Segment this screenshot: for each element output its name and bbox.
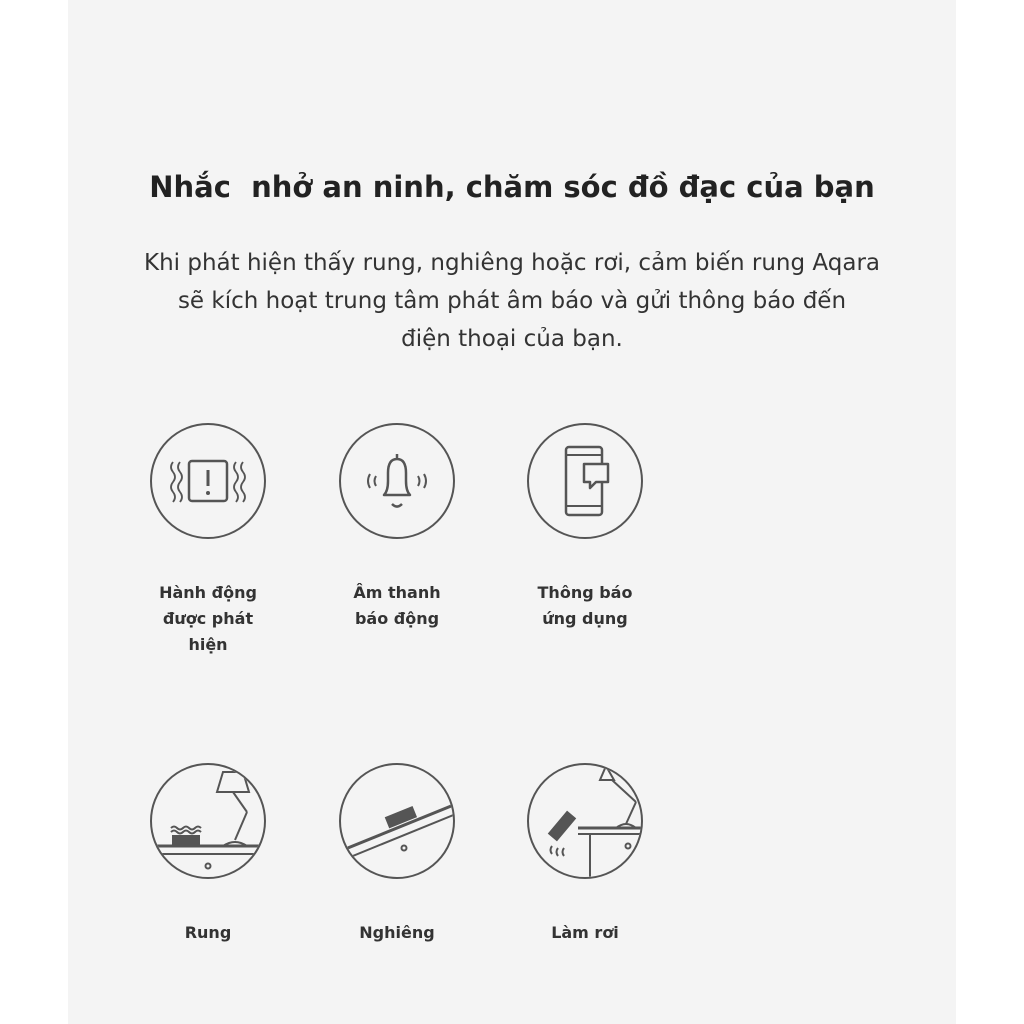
alert-vibration-icon — [149, 422, 267, 540]
feature-label — [123, 580, 293, 658]
page-title: Nhắc nhở an ninh, chăm sóc đồ đạc của bạn — [149, 170, 875, 204]
description-line: sẽ kích hoạt trung tâm phát âm báo và gửi thông báo đến — [177, 288, 847, 314]
scenario-vibration — [123, 762, 293, 946]
fall-icon — [526, 762, 644, 880]
description — [68, 244, 956, 358]
description-line: điện thoại của bạn. — [401, 326, 623, 352]
feature-motion-detected — [123, 422, 293, 658]
vibration-desk-icon — [149, 762, 267, 880]
feature-app-notification — [500, 422, 670, 632]
phone-notification-icon — [526, 422, 644, 540]
feature-label-line: Hành động — [159, 583, 257, 602]
scenario-label: Rung — [184, 923, 232, 942]
ringing-bell-icon — [338, 422, 456, 540]
feature-alarm-sound — [312, 422, 482, 632]
feature-label-line: báo động — [354, 609, 440, 628]
tilt-icon — [338, 762, 456, 880]
feature-label — [500, 580, 670, 632]
scenario-label: Nghiêng — [359, 923, 435, 942]
description-line: Khi phát hiện thấy rung, nghiêng hoặc rơi, cảm biến rung Aqara — [143, 250, 880, 276]
feature-label-line: Thông báo — [537, 583, 633, 602]
feature-label-line: hiện — [188, 635, 228, 654]
scenario-label: Làm rơi — [551, 923, 619, 942]
feature-label-line: ứng dụng — [542, 609, 628, 628]
feature-label-line: được phát — [162, 609, 254, 628]
scenario-tilt — [312, 762, 482, 946]
feature-label — [312, 580, 482, 632]
feature-label-line: Âm thanh — [353, 583, 441, 602]
scenario-fall — [500, 762, 670, 946]
